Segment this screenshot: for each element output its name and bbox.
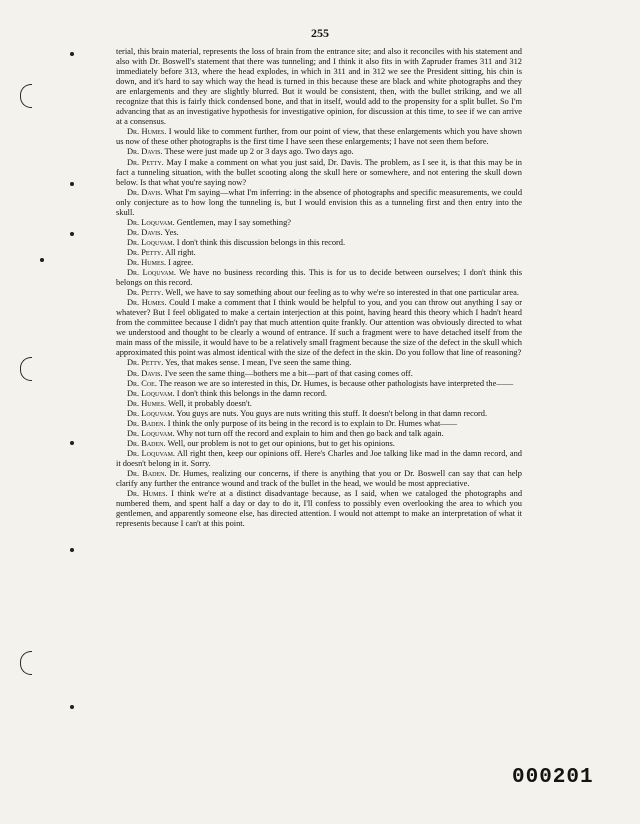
speaker-label: Dr. Petty. bbox=[127, 157, 164, 167]
transcript-paragraph bbox=[116, 419, 522, 429]
transcript-paragraph bbox=[116, 248, 522, 258]
transcript-paragraph bbox=[116, 489, 522, 529]
scan-speck bbox=[70, 441, 74, 445]
paragraph-text: May I make a comment on what you just said, Dr. Davis. The problem, as I see it, is that this may be in fact a tunneling situation, with the bullet scooting along the skull here or somewhere, and not entering the skull down below. Is that what you're saying now? bbox=[116, 157, 522, 187]
speaker-label: Dr. Davis. bbox=[127, 187, 163, 197]
speaker-label: Dr. Loquvam. bbox=[127, 217, 175, 227]
transcript-paragraph bbox=[116, 389, 522, 399]
transcript-paragraph bbox=[116, 238, 522, 248]
speaker-label: Dr. Baden. bbox=[127, 418, 166, 428]
speaker-label: Dr. Loquvam. bbox=[127, 388, 175, 398]
paragraph-text: Well, it probably doesn't. bbox=[168, 398, 252, 408]
speaker-label: Dr. Davis. bbox=[127, 227, 163, 237]
transcript-paragraph bbox=[116, 158, 522, 188]
punch-hole-mark bbox=[20, 84, 32, 108]
speaker-label: Dr. Humes. bbox=[127, 127, 167, 137]
transcript-paragraph bbox=[116, 228, 522, 238]
transcript-paragraph bbox=[116, 469, 522, 489]
speaker-label: Dr. Humes. bbox=[127, 298, 167, 308]
speaker-label: Dr. Baden. bbox=[127, 438, 166, 448]
transcript-paragraph bbox=[116, 379, 522, 389]
paragraph-text: What I'm saying—what I'm inferring: in the absence of photographs and specific measurements, we could only conjecture as to how long the tunneling is, but I would envision this as a tunneling first and then entry into the skull. bbox=[116, 187, 523, 217]
scan-speck bbox=[40, 258, 44, 262]
punch-hole-mark bbox=[20, 651, 32, 675]
paragraph-text: You guys are nuts. You guys are nuts writing this stuff. It doesn't belong in that damn record. bbox=[176, 408, 488, 418]
paragraph-text: Yes. bbox=[164, 227, 179, 237]
paragraph-text: I agree. bbox=[168, 257, 194, 267]
speaker-label: Dr. Petty. bbox=[127, 358, 164, 368]
paragraph-text: Why not turn off the record and explain to him and then go back and talk again. bbox=[176, 428, 444, 438]
transcript-paragraph bbox=[116, 399, 522, 409]
paragraph-text: Dr. Humes, realizing our concerns, if there is anything that you or Dr. Boswell can say that can help clarify any further the entrance wound and track of the bullet in the head, we would be most appreciative. bbox=[116, 468, 522, 489]
paragraph-text: I would like to comment further, from our point of view, that these enlargements which you have shown us now of these other photographs is the first time I have seen these enlargements; I have not seen them before. bbox=[116, 127, 522, 147]
paragraph-text: Yes, that makes sense. I mean, I've seen the same thing. bbox=[165, 358, 352, 368]
transcript-paragraph bbox=[116, 147, 522, 157]
speaker-label: Dr. Davis. bbox=[127, 368, 163, 378]
transcript-paragraph bbox=[116, 439, 522, 449]
scan-speck bbox=[70, 232, 74, 236]
transcript-paragraph bbox=[116, 258, 522, 268]
transcript-paragraph bbox=[116, 429, 522, 439]
transcript-paragraph bbox=[116, 127, 522, 147]
speaker-label: Dr. Petty. bbox=[127, 288, 164, 298]
paragraph-text: The reason we are so interested in this, Dr. Humes, is because other pathologists have interpreted the—— bbox=[158, 378, 514, 388]
speaker-label: Dr. Davis. bbox=[127, 147, 163, 157]
paragraph-text: All right. bbox=[164, 247, 196, 257]
speaker-label: Dr. Humes. bbox=[127, 489, 168, 499]
transcript-paragraph bbox=[116, 298, 522, 358]
paragraph-text: I don't think this belongs in the damn record. bbox=[176, 388, 327, 398]
speaker-label: Dr. Humes. bbox=[127, 257, 167, 267]
scan-speck bbox=[70, 182, 74, 186]
transcript-paragraph bbox=[116, 188, 522, 218]
transcript-paragraph bbox=[116, 288, 522, 298]
transcript-paragraph bbox=[116, 409, 522, 419]
speaker-label: Dr. Loquvam. bbox=[127, 448, 175, 458]
speaker-label: Dr. Loquvam. bbox=[127, 408, 175, 418]
paragraph-text: I think we're at a distinct disadvantage because, as I said, when we cataloged the photographs and numbered them, and spent half a day or day to do it, I'll confess to possibly even overlooking the area to which you gentlemen, and apparently someone else, has directed attention. I would not attempt to make an interpretation of what it represents because I can't at this point. bbox=[116, 489, 523, 529]
bates-number: 000201 bbox=[512, 766, 594, 789]
speaker-label: Dr. Humes. bbox=[127, 398, 167, 408]
transcript-paragraph bbox=[116, 369, 522, 379]
transcript-paragraph bbox=[116, 218, 522, 228]
speaker-label: Dr. Petty. bbox=[127, 247, 164, 257]
transcript-paragraph bbox=[116, 47, 522, 127]
speaker-label: Dr. Loquvam. bbox=[127, 268, 176, 278]
paragraph-text: All right then, keep our opinions off. Here's Charles and Joe talking like mad in the damn record, and it doesn't belong in it. Sorry. bbox=[116, 448, 522, 468]
transcript-paragraph bbox=[116, 268, 522, 288]
speaker-label: Dr. Coe. bbox=[127, 378, 157, 388]
paragraph-text: Gentlemen, may I say something? bbox=[176, 217, 291, 227]
transcript-paragraph bbox=[116, 449, 522, 469]
paragraph-text: We have no business recording this. This is for us to decide between ourselves; I don't think this belongs on this record. bbox=[116, 268, 522, 288]
speaker-label: Dr. Loquvam. bbox=[127, 237, 175, 247]
paragraph-text: terial, this brain material, represents the loss of brain from the entrance site; and also it reconciles with his statement and also with Dr. Boswell's statement that there was tunneling; and I think it also fits in with Zapruder frames 311 and 312 immediately before 313, where the head explodes, in which in 311 and in 312 we see the President sitting, his chin is down, and it's hard to say which way the head is turned in this because these are black and white photographs and they are enlargements and they are slightly blurred. But it would be consistent, then, with the bullet striking, and we all recognize that this is fairly thick condensed bone, and that in itself, would add to the propensity for a split bullet. So I'm advancing that as an investigative hypothesis for investigative opinion, for discussion at this time, to see if we can arrive at a consensus. bbox=[116, 47, 522, 127]
transcript-paragraph bbox=[116, 358, 522, 368]
paragraph-text: These were just made up 2 or 3 days ago. Two days ago. bbox=[164, 147, 354, 157]
page-number: 255 bbox=[311, 26, 329, 40]
paragraph-text: I don't think this discussion belongs in this record. bbox=[176, 237, 346, 247]
speaker-label: Dr. Baden. bbox=[127, 468, 167, 478]
transcript-text bbox=[116, 47, 522, 529]
paragraph-text: I've seen the same thing—bothers me a bit—part of that casing comes off. bbox=[164, 368, 413, 378]
scan-speck bbox=[70, 705, 74, 709]
paragraph-text: Well, our problem is not to get our opinions, but to get his opinions. bbox=[167, 438, 395, 448]
paragraph-text: Could I make a comment that I think would be helpful to you, and you can throw out anything I say or whatever? But I feel obligated to make a certain interjection at this point, having heard this theory which I hadn't heard from the committee because I didn't pay that much attention quite frankly. Our attention was obviously directed to what we understood and thought to be clearly a wound of entrance. If such a fragment were to have detached itself from the main mass of the missile, it would have to be a relatively small fragment because the size of the defect in the skull which approximated this point was almost identical with the size of the defect in the skin. Do you follow that line of reasoning? bbox=[116, 298, 522, 358]
scan-speck bbox=[70, 548, 74, 552]
scan-speck bbox=[70, 52, 74, 56]
speaker-label: Dr. Loquvam. bbox=[127, 428, 175, 438]
paragraph-text: I think the only purpose of its being in the record is to explain to Dr. Humes what—— bbox=[167, 418, 458, 428]
punch-hole-mark bbox=[20, 357, 32, 381]
paragraph-text: Well, we have to say something about our feeling as to why we're so interested in that one particular area. bbox=[165, 288, 519, 298]
